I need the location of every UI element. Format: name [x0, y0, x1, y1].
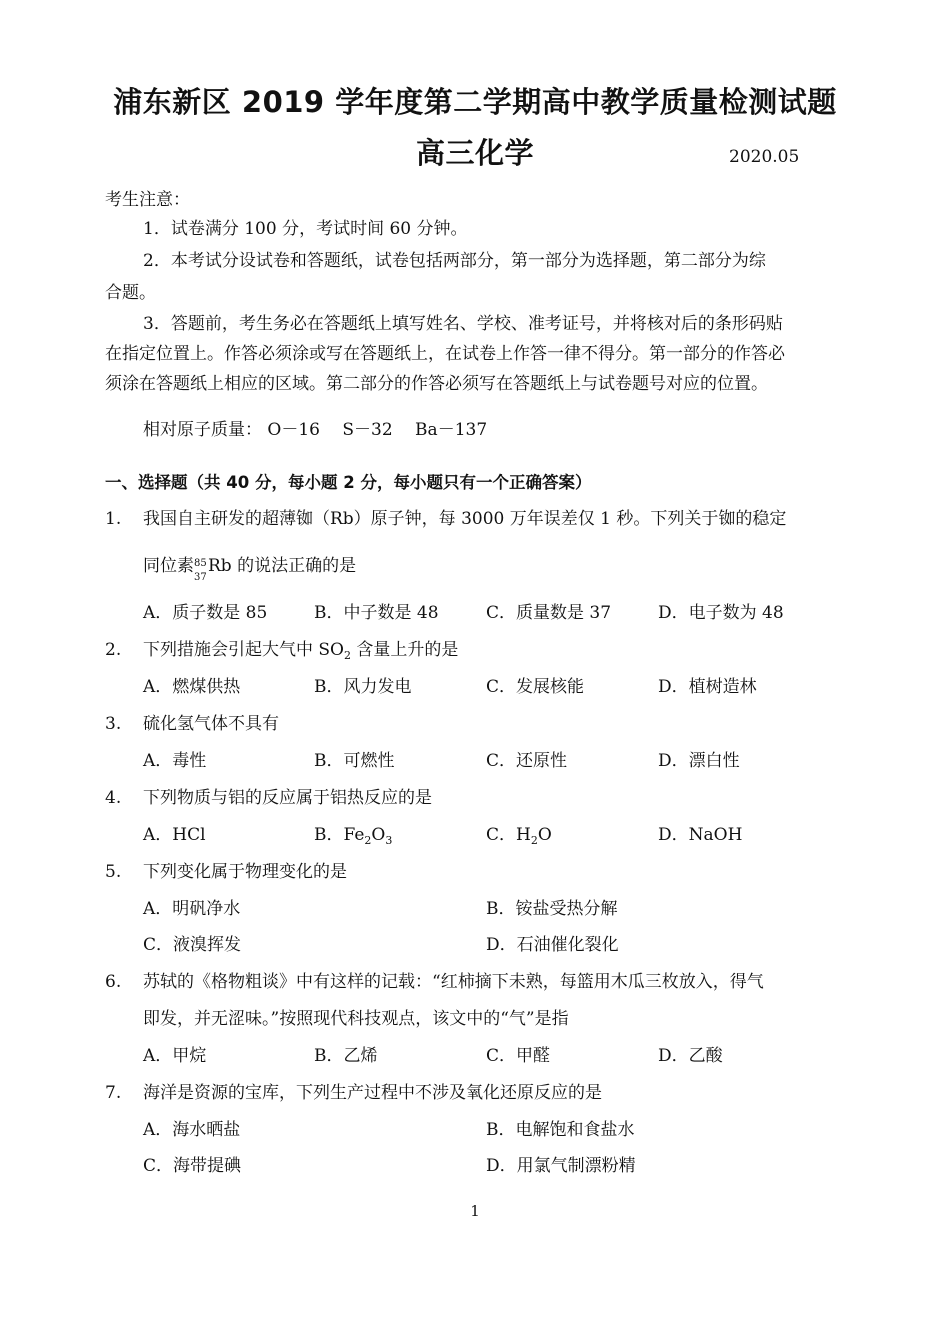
page-number: 1: [470, 1202, 480, 1220]
question-1-option-c[interactable]: C．质量数是 37: [486, 603, 612, 623]
question-6-option-d[interactable]: D．乙酸: [658, 1046, 723, 1066]
question-2-option-a[interactable]: A．燃煤供热: [143, 677, 241, 697]
exam-date: 2020.05: [729, 147, 800, 167]
isotope-notation: [194, 555, 208, 583]
question-7-option-a[interactable]: A．海水晒盐: [143, 1120, 241, 1140]
question-1-option-a[interactable]: A．质子数是 85: [143, 603, 268, 623]
question-5-stem: 下列变化属于物理变化的是: [143, 862, 347, 882]
question-1-option-d[interactable]: D．电子数为 48: [658, 603, 784, 623]
exam-title: 浦东新区 2019 学年度第二学期高中教学质量检测试题: [113, 85, 837, 119]
question-3-option-d[interactable]: D．漂白性: [658, 751, 740, 771]
question-6-option-b[interactable]: B．乙烯: [314, 1046, 378, 1066]
question-7-option-d[interactable]: D．用氯气制漂粉精: [486, 1156, 636, 1176]
section-1-total-points: 40: [226, 473, 250, 492]
question-4-number: 4.: [105, 788, 122, 808]
question-6-option-c[interactable]: C．甲醛: [486, 1046, 551, 1066]
question-3-option-a[interactable]: A．毒性: [143, 751, 207, 771]
question-4-option-c[interactable]: [486, 824, 552, 846]
question-1-stem-prefix: 同位素: [143, 556, 194, 576]
question-4-option-c-b: O: [537, 825, 552, 845]
question-5-option-d[interactable]: D．石油催化裂化: [486, 935, 619, 955]
question-4-option-a[interactable]: A．HCl: [143, 825, 206, 845]
notice-item-1: 1．试卷满分 100 分，考试时间 60 分钟。: [143, 219, 468, 239]
question-3-option-c[interactable]: C．还原性: [486, 751, 568, 771]
question-1-stem-line-2: [143, 555, 357, 583]
question-4-option-b-sub-2: 3: [385, 834, 393, 847]
notice-item-3-line-1: 3．答题前，考生务必在答题纸上填写姓名、学校、准考证号，并将核对后的条形码贴: [143, 314, 783, 334]
question-2-stem: [143, 639, 458, 661]
question-7-option-b[interactable]: B．电解饱和食盐水: [486, 1120, 635, 1140]
isotope-mass-number: 85: [194, 558, 207, 569]
section-1-heading-a: 一、选择题（共: [105, 473, 227, 492]
question-4-option-c-a: C．H: [486, 825, 531, 845]
question-2-option-b[interactable]: B．风力发电: [314, 677, 412, 697]
question-4-option-b[interactable]: [314, 824, 392, 846]
question-6-number: 6.: [105, 972, 122, 992]
question-1-stem-suffix: 的说法正确的是: [231, 556, 357, 576]
question-6-stem-line-1: 苏轼的《格物粗谈》中有这样的记载：“红柿摘下未熟，每篮用木瓜三枚放入，得气: [143, 972, 764, 992]
notice-heading: 考生注意：: [105, 190, 190, 210]
question-6-option-a[interactable]: A．甲烷: [143, 1046, 207, 1066]
notice-item-3-line-2: 在指定位置上。作答必须涂或写在答题纸上，在试卷上作答一律不得分。第一部分的作答必: [105, 344, 785, 364]
question-4-option-b-b: O: [371, 825, 386, 845]
atomic-masses-values: O－16 S－32 Ba－137: [267, 420, 488, 440]
notice-item-2-line-1: 2．本考试分设试卷和答题纸，试卷包括两部分，第一部分为选择题，第二部分为综: [143, 251, 766, 271]
notice-item-2-line-2: 合题。: [105, 283, 156, 303]
atomic-masses: [143, 419, 487, 441]
notice-item-3-line-3: 须涂在答题纸上相应的区域。第二部分的作答必须写在答题纸上与试卷题号对应的位置。: [105, 374, 768, 394]
section-1-heading-e: 分，每小题只有一个正确答案）: [354, 473, 592, 492]
isotope-atomic-number: 37: [194, 572, 207, 583]
question-4-stem: 下列物质与铝的反应属于铝热反应的是: [143, 788, 432, 808]
section-1-heading-c: 分，每小题: [249, 473, 344, 492]
question-3-stem: 硫化氢气体不具有: [143, 714, 279, 734]
question-4-option-d[interactable]: D．NaOH: [658, 825, 743, 845]
question-7-number: 7.: [105, 1083, 122, 1103]
question-2-number: 2.: [105, 640, 122, 660]
question-4-option-b-sub-1: 2: [364, 834, 372, 847]
question-1-stem-line-1: 我国自主研发的超薄铷（Rb）原子钟，每 3000 万年误差仅 1 秒。下列关于铷的稳定: [143, 509, 787, 529]
question-3-number: 3.: [105, 714, 122, 734]
isotope-symbol: Rb: [208, 556, 232, 576]
question-6-stem-line-2: 即发，并无涩味。”按照现代科技观点，该文中的“气”是指: [143, 1009, 569, 1029]
question-2-stem-subscript: 2: [344, 649, 351, 662]
question-5-option-b[interactable]: B．铵盐受热分解: [486, 899, 618, 919]
question-2-stem-b: 含量上升的是: [351, 640, 459, 660]
question-2-option-c[interactable]: C．发展核能: [486, 677, 585, 697]
question-7-stem: 海洋是资源的宝库，下列生产过程中不涉及氧化还原反应的是: [143, 1083, 602, 1103]
question-5-number: 5.: [105, 862, 122, 882]
question-5-option-a[interactable]: A．明矾净水: [143, 899, 241, 919]
question-1-number: 1.: [105, 509, 122, 529]
atomic-masses-label: 相对原子质量：: [143, 420, 262, 440]
question-2-option-d[interactable]: D．植树造林: [658, 677, 757, 697]
section-1-heading: [105, 472, 591, 494]
question-3-option-b[interactable]: B．可燃性: [314, 751, 395, 771]
question-4-option-b-a: B．Fe: [314, 825, 365, 845]
section-1-points-each: 2: [343, 473, 355, 492]
question-5-option-c[interactable]: C．液溴挥发: [143, 935, 242, 955]
question-4-option-c-sub: 2: [530, 834, 538, 847]
question-1-option-b[interactable]: B．中子数是 48: [314, 603, 439, 623]
question-7-option-c[interactable]: C．海带提碘: [143, 1156, 242, 1176]
exam-subtitle: 高三化学: [415, 136, 534, 170]
question-2-stem-a: 下列措施会引起大气中 SO: [143, 640, 344, 660]
